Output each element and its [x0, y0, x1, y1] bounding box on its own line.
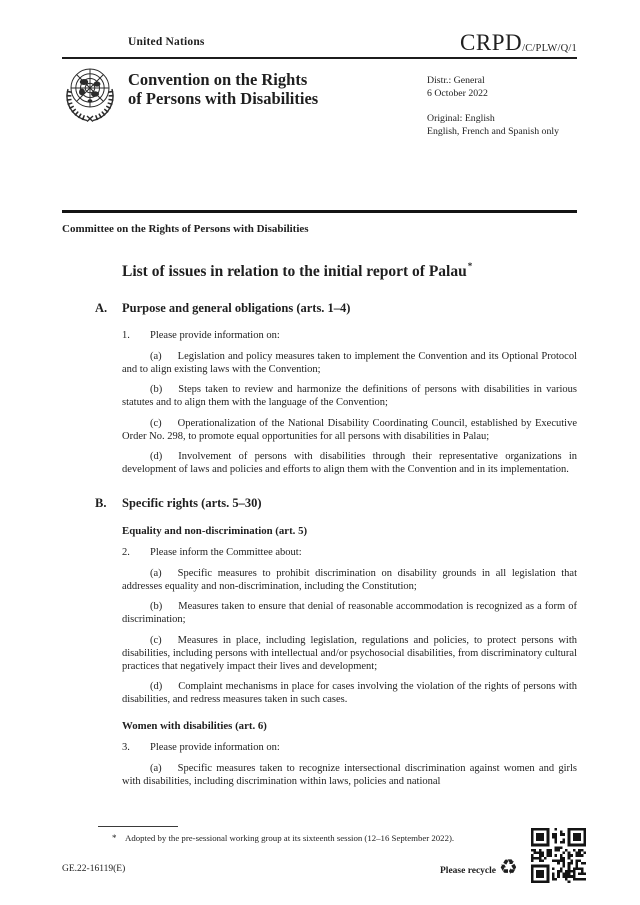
numbered-paragraph	[122, 329, 577, 342]
subparagraph	[122, 600, 577, 626]
paragraph-text: Measures in place, including legislation, regulations and policies, to protect persons with disabilities, including persons with intellectual and/or psychosocial disabilities, from discriminatory cultural practices that negatively impact their lives and development;	[122, 634, 577, 672]
section-title: Specific rights (arts. 5–30)	[122, 496, 262, 511]
section-letter: B.	[95, 496, 107, 511]
subparagraph	[122, 350, 577, 376]
section-heading	[95, 496, 577, 511]
paragraph-label: (d)	[150, 681, 163, 693]
paragraph-label: 2.	[122, 547, 130, 559]
recycle-row	[440, 855, 518, 881]
paragraph-label: (a)	[150, 350, 162, 362]
paragraph-label: 3.	[122, 742, 130, 754]
document-body	[62, 214, 577, 795]
page-title-text: List of issues in relation to the initial report of Palau	[122, 263, 467, 281]
organization-title-line2: of Persons with Disabilities	[128, 89, 319, 108]
document-symbol-suffix: /C/PLW/Q/1	[522, 43, 577, 54]
section-blocks	[122, 525, 577, 788]
subparagraph	[122, 450, 577, 476]
language-block	[427, 113, 559, 139]
organization-title	[128, 70, 318, 108]
paragraph-text: Complaint mechanisms in place for cases involving the violation of the rights of persons with disabilities, and redress measures taken in such cases.	[122, 681, 577, 706]
paragraph-label: (a)	[150, 567, 162, 579]
footnote-marker: *	[112, 833, 117, 843]
footnote	[112, 833, 502, 844]
original-language: Original: English	[427, 113, 495, 124]
distribution-type: Distr.: General	[427, 75, 485, 86]
paragraph-text: Please inform the Committee about:	[150, 547, 302, 559]
sections	[62, 301, 577, 788]
paragraph-label: (b)	[150, 601, 163, 613]
available-languages: English, French and Spanish only	[427, 125, 559, 137]
paragraph-label: (c)	[150, 634, 162, 646]
paragraph-text: Specific measures to prohibit discrimination on disability grounds in all legislation that addresses equality and non-discrimination, including the Constitution;	[122, 567, 577, 592]
subparagraph	[122, 762, 577, 788]
paragraph-label: (c)	[150, 417, 162, 429]
subparagraph	[122, 383, 577, 409]
un-label: United Nations	[128, 36, 205, 48]
section-rule	[62, 210, 577, 213]
paragraph-text: Please provide information on:	[150, 330, 280, 342]
section-blocks	[122, 329, 577, 476]
recycle-label: Please recycle	[440, 865, 496, 876]
subparagraph	[122, 567, 577, 593]
article-heading: Women with disabilities (art. 6)	[122, 720, 267, 733]
paragraph-label: 1.	[122, 330, 130, 342]
un-emblem-icon	[57, 63, 123, 127]
paragraph-label: (a)	[150, 762, 162, 774]
subparagraph	[122, 634, 577, 673]
paragraph-label: (d)	[150, 451, 163, 463]
paragraph-text: Please provide information on:	[150, 742, 280, 754]
paragraph-text: Operationalization of the National Disability Coordinating Council, established by Executive Order No. 298, to promote equal opportunities for all persons with disabilities in Palau;	[122, 417, 577, 442]
subparagraph	[122, 680, 577, 706]
distribution-block	[427, 75, 488, 101]
committee-name: Committee on the Rights of Persons with Disabilities	[62, 223, 309, 235]
paragraph-text: Legislation and policy measures taken to implement the Convention and its Optional Protocol and to align existing laws with the Convention;	[122, 350, 577, 375]
section-heading	[95, 301, 577, 316]
section-title: Purpose and general obligations (arts. 1–4)	[122, 301, 351, 316]
article-heading: Equality and non-discrimination (art. 5)	[122, 525, 308, 538]
footnote-rule	[98, 826, 178, 827]
document-date: 6 October 2022	[427, 87, 488, 99]
qr-code	[531, 828, 586, 883]
title-footnote-marker: *	[467, 261, 473, 271]
subparagraph	[122, 417, 577, 443]
numbered-paragraph	[122, 741, 577, 754]
document-symbol-main: CRPD	[460, 30, 523, 55]
section	[62, 301, 577, 476]
paragraph-text: Specific measures taken to recognize intersectional discrimination against women and girls with disabilities, including discrimination within laws, policies and national	[122, 762, 577, 787]
numbered-paragraph	[122, 546, 577, 559]
ge-number: GE.22-16119(E)	[62, 864, 126, 874]
paragraph-text: Involvement of persons with disabilities through their representative organizations in development of laws and policies and efforts to align them with the Convention and in its implementation.	[122, 451, 577, 476]
section-letter: A.	[95, 301, 108, 316]
paragraph-text: Measures taken to ensure that denial of reasonable accommodation is recognized as a form of discrimination;	[122, 601, 577, 626]
recycle-icon: ♻	[499, 855, 518, 879]
organization-title-line1: Convention on the Rights	[128, 70, 308, 89]
section	[62, 496, 577, 788]
paragraph-label: (b)	[150, 384, 163, 396]
footnote-text: Adopted by the pre-sessional working group at its sixteenth session (12–16 September 2022).	[125, 833, 455, 843]
page-title	[122, 258, 577, 281]
paragraph-text: Steps taken to review and harmonize the definitions of persons with disabilities in various statutes and to align them with the language of the Convention;	[122, 384, 577, 409]
header-rule	[62, 57, 577, 59]
document-symbol	[460, 30, 577, 56]
